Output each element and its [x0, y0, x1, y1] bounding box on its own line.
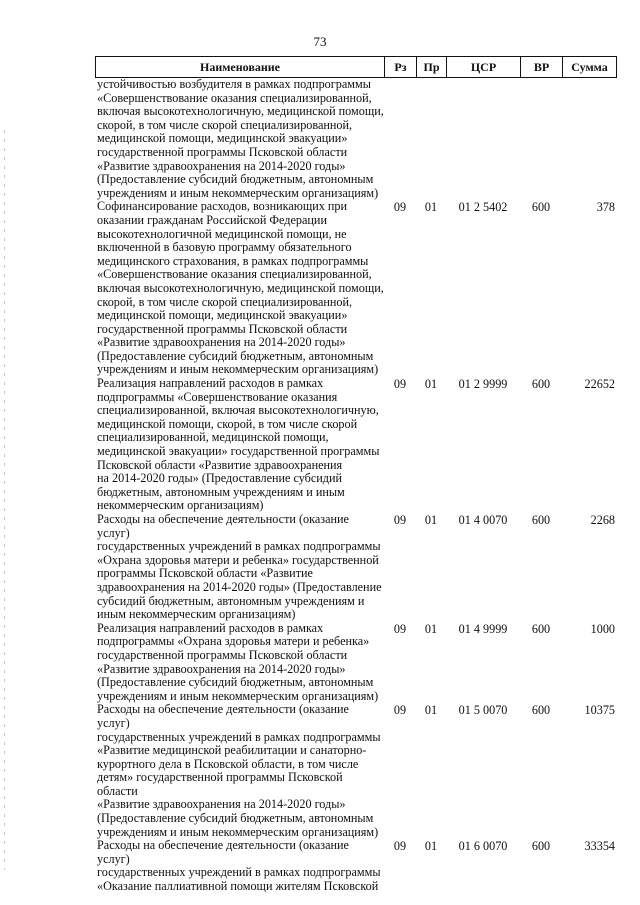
table-row — [95, 839, 617, 893]
table-row — [95, 622, 617, 704]
table-row — [95, 513, 617, 622]
cell-name: Реализация направлений расходов в рамках подпрограммы «Совершенствование оказания специализированной, включая высокотехнологичную, медицинской помощи, скорой, в том числе скорой специализированной, медицинской помощи, медицинской эвакуации» государственной программы Псковской области «Развитие здравоохранения на 2014-2020 годы» (Предоставление субсидий бюджетным, автономным учреждениям и иным некоммерческим организациям) — [97, 376, 380, 513]
table-body — [95, 78, 617, 894]
table-row — [95, 78, 617, 200]
cell-name: Расходы на обеспечение деятельности (оказание услуг) государственных учреждений в рамках подпрограммы «Охрана здоровья матери и ребенка» государственной программы Псковской области «Развитие здравоохранения на 2014-2020 годы» (Предоставление субсидий бюджетным, автономным учреждениям и иным некоммерческим организациям) — [97, 512, 382, 622]
cell-name: Софинансирование расходов, возникающих при оказании гражданам Российской Федерации высокотехнологичной медицинской помощи, не включенной в базовую программу обязательного медицинского страхования, в рамках подпрограммы «Совершенствование оказания специализированной, включая высокотехнологичную, медицинской помощи, скорой, в том числе скорой специализированной, медицинской помощи, медицинской эвакуации» государственной программы Псковской области «Развитие здравоохранения на 2014-2020 годы» (Предоставление субсидий бюджетным, автономным учреждениям и иным некоммерческим организациям) — [97, 199, 384, 377]
cell-name: устойчивостью возбудителя в рамках подпрограммы «Совершенствование оказания специализированной, включая высокотехнологичную, медицинской помощи, скорой, в том числе скорой специализированной, медицинской помощи, медицинской эвакуации» государственной программы Псковской области «Развитие здравоохранения на 2014-2020 годы» (Предоставление субсидий бюджетным, автономным учреждениям и иным некоммерческим организациям) — [97, 77, 384, 200]
cell-vr: 600 — [531, 200, 551, 215]
cell-vr: 600 — [531, 621, 551, 636]
cell-pr: 01 — [424, 377, 438, 392]
cell-vr: 600 — [531, 839, 551, 854]
cell-rz: 09 — [393, 200, 407, 215]
cell-csr: 01 5 0070 — [458, 703, 508, 718]
cell-rz — [384, 78, 416, 79]
cell-sum: 2268 — [590, 513, 615, 527]
cell-vr: 600 — [531, 377, 551, 392]
cell-sum: 1000 — [590, 621, 615, 636]
cell-pr: 01 — [424, 621, 438, 636]
cell-rz: 09 — [393, 621, 407, 636]
cell-rz: 09 — [393, 377, 407, 392]
cell-sum: 10375 — [584, 703, 615, 718]
cell-pr: 01 — [424, 703, 438, 718]
cell-sum: 378 — [596, 200, 615, 215]
header-csr: ЦСР — [446, 57, 520, 77]
cell-csr: 01 6 0070 — [458, 839, 508, 854]
cell-csr: 01 2 9999 — [458, 377, 508, 392]
cell-vr: 600 — [531, 703, 551, 718]
cell-rz: 09 — [393, 839, 407, 854]
header-pr: Пр — [416, 57, 446, 77]
cell-csr: 01 4 0070 — [458, 513, 508, 527]
cell-name: Расходы на обеспечение деятельности (оказание услуг) государственных учреждений в рамках подпрограммы «Оказание паллиативной помощи жителям Псковской — [97, 838, 381, 894]
scan-edge-mark — [4, 130, 5, 870]
page-number: 73 — [313, 34, 327, 49]
header-sum: Сумма — [562, 57, 617, 77]
budget-table — [95, 56, 617, 894]
cell-sum: 22652 — [584, 377, 615, 392]
cell-name: Расходы на обеспечение деятельности (оказание услуг) государственных учреждений в рамках подпрограммы «Развитие медицинской реабилитации и санаторно- курортного дела в Псковской области, в том числе детям» государственной программы Псковской области «Развитие здравоохранения на 2014-2020 годы» (Предоставление субсидий бюджетным, автономным учреждениям и иным некоммерческим организациям) — [97, 702, 381, 839]
cell-vr — [520, 78, 562, 79]
cell-csr: 01 4 9999 — [458, 621, 508, 636]
table-row — [95, 377, 617, 513]
header-rz: Рз — [384, 57, 416, 77]
cell-rz: 09 — [393, 513, 407, 527]
table-header — [95, 56, 617, 78]
cell-pr — [416, 78, 446, 79]
cell-csr: 01 2 5402 — [458, 200, 508, 215]
cell-pr: 01 — [424, 839, 438, 854]
cell-csr — [446, 78, 520, 79]
cell-rz: 09 — [393, 703, 407, 718]
table-row — [95, 200, 617, 377]
cell-vr: 600 — [531, 513, 551, 527]
header-vr: ВР — [520, 57, 562, 77]
cell-pr: 01 — [424, 513, 438, 527]
cell-pr: 01 — [424, 200, 438, 215]
table-row — [95, 703, 617, 839]
cell-sum — [562, 78, 617, 79]
header-name: Наименование — [95, 57, 384, 77]
cell-name: Реализация направлений расходов в рамках подпрограммы «Охрана здоровья матери и ребенка» государственной программы Псковской области «Развитие здравоохранения на 2014-2020 годы» (Предоставление субсидий бюджетным, автономным учреждениям и иным некоммерческим организациям) — [97, 620, 379, 703]
cell-sum: 33354 — [584, 839, 615, 854]
